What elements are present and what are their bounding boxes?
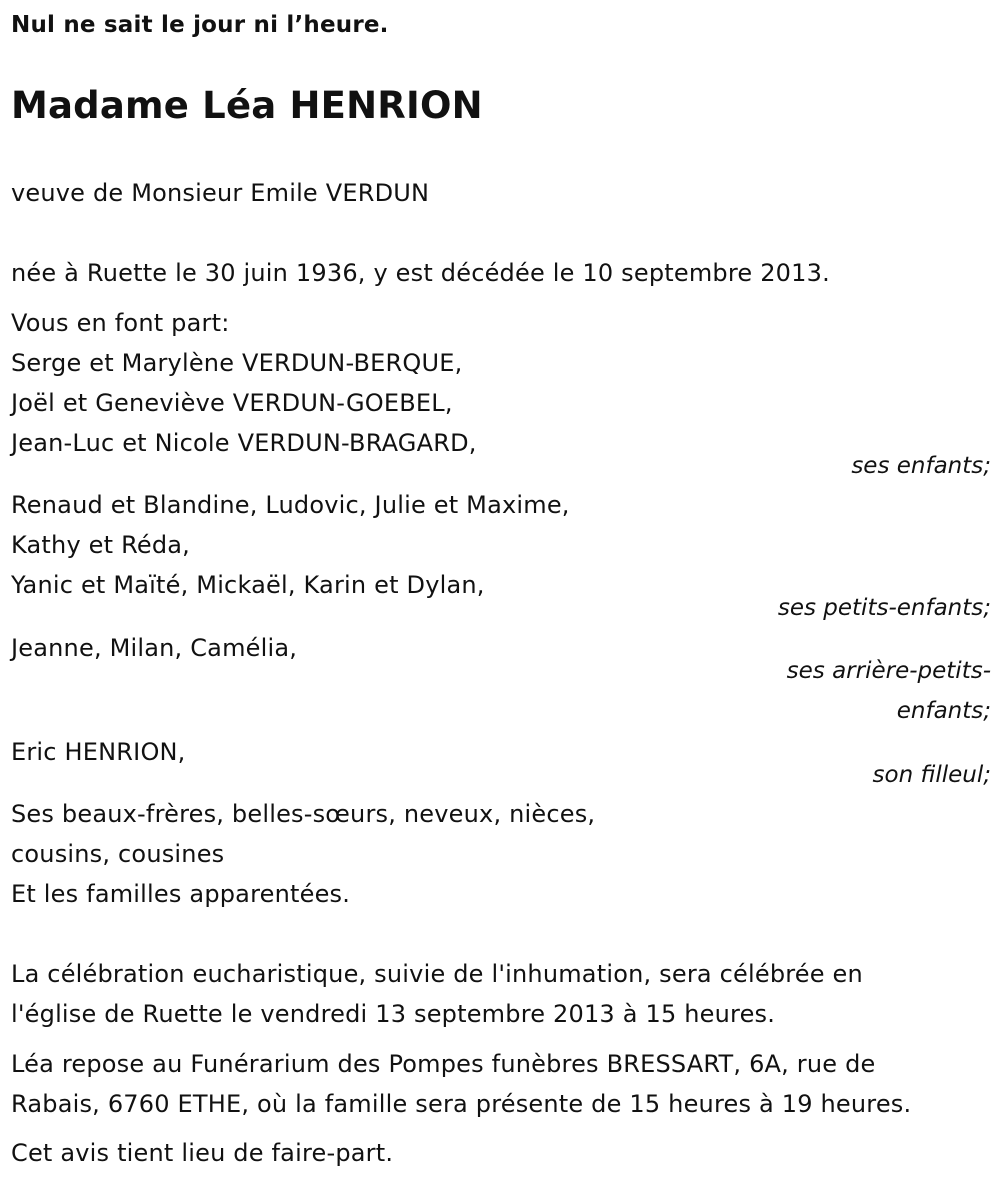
deceased-name: Madame Léa HENRION (11, 84, 483, 127)
ceremony-line: l'église de Ruette le vendredi 13 septembre 2013 à 15 heures. (11, 1000, 776, 1028)
intro: Vous en font part: (11, 309, 230, 337)
birth-death: née à Ruette le 30 juin 1936, y est décédée le 10 septembre 2013. (11, 259, 830, 287)
funeral-home-line: Léa repose au Funérarium des Pompes funèbres BRESSART, 6A, rue de (11, 1050, 876, 1078)
godson-line: Eric HENRION, (11, 738, 186, 766)
children-line: Joël et Geneviève VERDUN-GOEBEL, (11, 389, 453, 417)
children-role: ses enfants; (851, 453, 991, 479)
godson-role: son filleul; (872, 762, 991, 788)
great-grandchildren-role: ses arrière-petits- (786, 658, 991, 684)
motto: Nul ne sait le jour ni l’heure. (11, 12, 389, 38)
extended-family-line: Et les familles apparentées. (11, 880, 351, 908)
grandchildren-line: Kathy et Réda, (11, 531, 191, 559)
great-grandchildren-role: enfants; (896, 698, 991, 724)
children-line: Jean-Luc et Nicole VERDUN-BRAGARD, (11, 429, 477, 457)
closing-note: Cet avis tient lieu de faire-part. (11, 1139, 394, 1167)
ceremony-line: La célébration eucharistique, suivie de l'inhumation, sera célébrée en (11, 960, 863, 988)
obituary-notice (11, 0, 991, 1189)
grandchildren-role: ses petits-enfants; (777, 595, 991, 621)
grandchildren-line: Renaud et Blandine, Ludovic, Julie et Maxime, (11, 491, 570, 519)
widow-of: veuve de Monsieur Emile VERDUN (11, 179, 430, 207)
extended-family-line: Ses beaux-frères, belles-sœurs, neveux, nièces, (11, 800, 596, 828)
children-line: Serge et Marylène VERDUN-BERQUE, (11, 349, 463, 377)
great-grandchildren-line: Jeanne, Milan, Camélia, (11, 634, 298, 662)
grandchildren-line: Yanic et Maïté, Mickaël, Karin et Dylan, (11, 571, 485, 599)
extended-family-line: cousins, cousines (11, 840, 225, 868)
funeral-home-line: Rabais, 6760 ETHE, où la famille sera présente de 15 heures à 19 heures. (11, 1090, 912, 1118)
